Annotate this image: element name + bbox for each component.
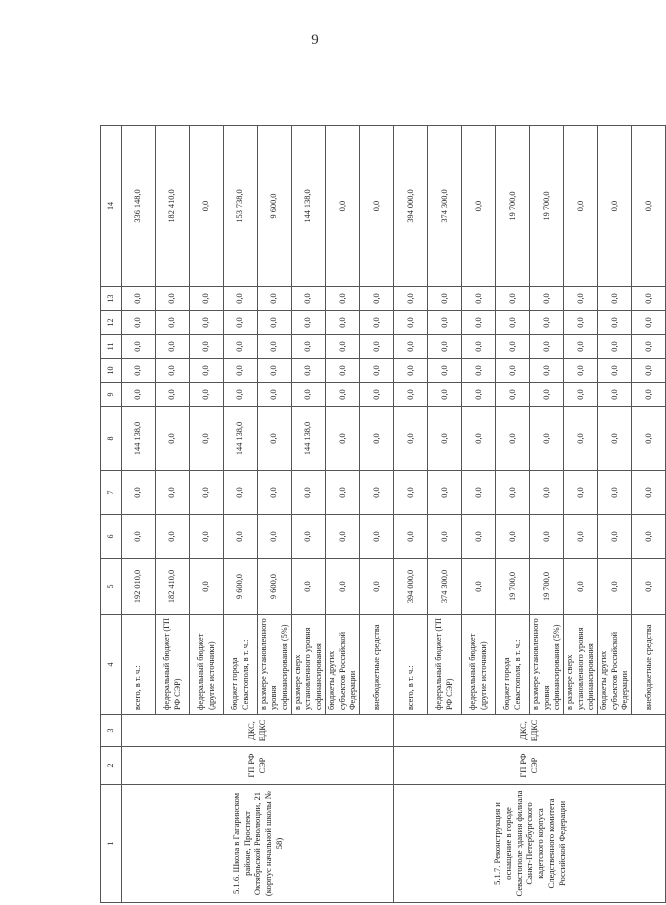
program-code: ГП РФ СЭР [122, 747, 394, 785]
amount-value: 0,0 [326, 515, 360, 559]
amount-value: 0,0 [122, 471, 156, 515]
funding-source: всего, в т. ч.: [394, 615, 428, 715]
rotated-table-wrapper [100, 126, 653, 903]
amount-value: 0,0 [564, 335, 598, 359]
funding-source: в размере установленного уровня софинансирования (5%) [530, 615, 564, 715]
amount-value: 0,0 [360, 515, 394, 559]
amount-value: 0,0 [224, 335, 258, 359]
amount-value: 0,0 [462, 359, 496, 383]
column-number: 14 [101, 126, 122, 287]
amount-value: 0,0 [360, 311, 394, 335]
amount-value: 0,0 [530, 383, 564, 407]
total-value: 394 000,0 [394, 126, 428, 287]
amount-value: 0,0 [564, 359, 598, 383]
amount-value: 0,0 [632, 471, 666, 515]
amount-value: 0,0 [326, 407, 360, 471]
object-name: 5.1.6. Школа в Гагаринском районе, Проспект Октябрьской Революции, 21 (корпус начальной школы № 58) [122, 785, 394, 903]
column-number: 8 [101, 407, 122, 471]
funding-source: федеральный бюджет (ГП РФ СЭР) [428, 615, 462, 715]
total-value: 0,0 [632, 126, 666, 287]
amount-value: 0,0 [632, 383, 666, 407]
amount-value: 0,0 [428, 287, 462, 311]
amount-value: 0,0 [156, 359, 190, 383]
column-number: 3 [101, 715, 122, 747]
amount-value: 0,0 [462, 515, 496, 559]
amount-value: 0,0 [156, 407, 190, 471]
amount-value: 182 410,0 [156, 559, 190, 615]
total-value: 0,0 [326, 126, 360, 287]
amount-value: 0,0 [428, 383, 462, 407]
amount-value: 0,0 [428, 335, 462, 359]
amount-value: 0,0 [122, 335, 156, 359]
amount-value: 0,0 [190, 559, 224, 615]
amount-value: 0,0 [462, 287, 496, 311]
amount-value: 0,0 [564, 515, 598, 559]
total-value: 19 700,0 [530, 126, 564, 287]
funding-source: бюджет города Севастополя, в т. ч.: [224, 615, 258, 715]
amount-value: 0,0 [598, 515, 632, 559]
amount-value: 0,0 [564, 287, 598, 311]
amount-value: 0,0 [598, 407, 632, 471]
column-number: 1 [101, 785, 122, 903]
total-value: 0,0 [598, 126, 632, 287]
table-row [122, 126, 156, 903]
amount-value: 0,0 [564, 471, 598, 515]
amount-value: 0,0 [292, 471, 326, 515]
column-number: 11 [101, 335, 122, 359]
amount-value: 0,0 [394, 335, 428, 359]
amount-value: 0,0 [258, 383, 292, 407]
column-number: 12 [101, 311, 122, 335]
funding-source: федеральный бюджет (другие источники) [462, 615, 496, 715]
funding-source: в размере сверх установленного уровня софинансирования [564, 615, 598, 715]
amount-value: 0,0 [224, 471, 258, 515]
amount-value: 0,0 [224, 383, 258, 407]
column-number: 10 [101, 359, 122, 383]
amount-value: 0,0 [326, 287, 360, 311]
amount-value: 0,0 [122, 383, 156, 407]
amount-value: 0,0 [122, 311, 156, 335]
amount-value: 0,0 [258, 359, 292, 383]
amount-value: 144 138,0 [224, 407, 258, 471]
amount-value: 0,0 [224, 287, 258, 311]
amount-value: 0,0 [360, 287, 394, 311]
amount-value: 0,0 [496, 515, 530, 559]
funding-source: федеральный бюджет (ГП РФ СЭР) [156, 615, 190, 715]
column-number: 6 [101, 515, 122, 559]
amount-value: 0,0 [326, 311, 360, 335]
amount-value: 0,0 [428, 311, 462, 335]
amount-value: 0,0 [530, 287, 564, 311]
amount-value: 0,0 [258, 287, 292, 311]
amount-value: 0,0 [632, 311, 666, 335]
program-code: ГП РФ СЭР [394, 747, 666, 785]
amount-value: 0,0 [394, 515, 428, 559]
amount-value: 0,0 [564, 311, 598, 335]
amount-value: 0,0 [326, 383, 360, 407]
amount-value: 144 138,0 [122, 407, 156, 471]
amount-value: 0,0 [598, 311, 632, 335]
amount-value: 0,0 [496, 407, 530, 471]
amount-value: 0,0 [496, 287, 530, 311]
amount-value: 0,0 [530, 407, 564, 471]
column-number: 9 [101, 383, 122, 407]
amount-value: 0,0 [258, 471, 292, 515]
amount-value: 0,0 [598, 335, 632, 359]
funding-source: внебюджетные средства [632, 615, 666, 715]
amount-value: 0,0 [394, 287, 428, 311]
amount-value: 0,0 [292, 559, 326, 615]
amount-value: 0,0 [564, 383, 598, 407]
amount-value: 0,0 [190, 383, 224, 407]
funding-source: внебюджетные средства [360, 615, 394, 715]
amount-value: 0,0 [292, 383, 326, 407]
column-number-row [101, 126, 122, 903]
amount-value: 0,0 [360, 383, 394, 407]
object-name: 5.1.7. Реконструкция и оснащение в городе Севастополе здания филиала Санкт-Петербургского кадетского корпуса Следственного комитета Российской Федерации [394, 785, 666, 903]
funding-source: бюджет города Севастополя, в т. ч.: [496, 615, 530, 715]
total-value: 0,0 [462, 126, 496, 287]
amount-value: 0,0 [156, 383, 190, 407]
amount-value: 0,0 [224, 359, 258, 383]
amount-value: 0,0 [326, 335, 360, 359]
amount-value: 0,0 [326, 559, 360, 615]
amount-value: 0,0 [530, 335, 564, 359]
amount-value: 0,0 [496, 471, 530, 515]
amount-value: 0,0 [190, 515, 224, 559]
amount-value: 0,0 [394, 311, 428, 335]
amount-value: 0,0 [598, 559, 632, 615]
total-value: 9 600,0 [258, 126, 292, 287]
amount-value: 0,0 [428, 407, 462, 471]
amount-value: 0,0 [598, 383, 632, 407]
amount-value: 9 600,0 [224, 559, 258, 615]
amount-value: 0,0 [190, 335, 224, 359]
amount-value: 0,0 [428, 359, 462, 383]
amount-value: 0,0 [292, 515, 326, 559]
amount-value: 0,0 [530, 471, 564, 515]
amount-value: 0,0 [190, 311, 224, 335]
amount-value: 0,0 [564, 407, 598, 471]
total-value: 182 410,0 [156, 126, 190, 287]
amount-value: 0,0 [632, 335, 666, 359]
amount-value: 19 700,0 [496, 559, 530, 615]
amount-value: 144 138,0 [292, 407, 326, 471]
amount-value: 0,0 [190, 359, 224, 383]
total-value: 19 700,0 [496, 126, 530, 287]
amount-value: 0,0 [224, 515, 258, 559]
total-value: 336 148,0 [122, 126, 156, 287]
funding-source: федеральный бюджет (другие источники) [190, 615, 224, 715]
amount-value: 0,0 [258, 515, 292, 559]
amount-value: 192 010,0 [122, 559, 156, 615]
amount-value: 0,0 [462, 559, 496, 615]
funding-source: в размере установленного уровня софинансирования (5%) [258, 615, 292, 715]
total-value: 0,0 [564, 126, 598, 287]
amount-value: 0,0 [530, 515, 564, 559]
funding-source: в размере сверх установленного уровня софинансирования [292, 615, 326, 715]
amount-value: 0,0 [496, 383, 530, 407]
amount-value: 0,0 [190, 471, 224, 515]
amount-value: 0,0 [156, 287, 190, 311]
amount-value: 0,0 [394, 359, 428, 383]
amount-value: 0,0 [156, 515, 190, 559]
amount-value: 0,0 [632, 559, 666, 615]
amount-value: 0,0 [496, 359, 530, 383]
amount-value: 0,0 [292, 359, 326, 383]
amount-value: 0,0 [394, 383, 428, 407]
amount-value: 0,0 [156, 335, 190, 359]
table-body [101, 126, 666, 903]
amount-value: 0,0 [122, 515, 156, 559]
amount-value: 0,0 [258, 335, 292, 359]
amount-value: 0,0 [530, 359, 564, 383]
amount-value: 0,0 [292, 335, 326, 359]
amount-value: 0,0 [190, 287, 224, 311]
funding-source: бюджеты других субъектов Российской Федерации [598, 615, 632, 715]
amount-value: 0,0 [530, 311, 564, 335]
column-number: 13 [101, 287, 122, 311]
amount-value: 9 600,0 [258, 559, 292, 615]
total-value: 153 738,0 [224, 126, 258, 287]
amount-value: 0,0 [122, 359, 156, 383]
amount-value: 0,0 [598, 287, 632, 311]
amount-value: 0,0 [632, 287, 666, 311]
amount-value: 0,0 [190, 407, 224, 471]
budget-table [100, 125, 666, 903]
column-number: 5 [101, 559, 122, 615]
amount-value: 0,0 [292, 311, 326, 335]
amount-value: 19 700,0 [530, 559, 564, 615]
total-value: 374 300,0 [428, 126, 462, 287]
amount-value: 374 300,0 [428, 559, 462, 615]
total-value: 144 138,0 [292, 126, 326, 287]
column-number: 4 [101, 615, 122, 715]
amount-value: 0,0 [258, 407, 292, 471]
amount-value: 0,0 [156, 311, 190, 335]
amount-value: 0,0 [326, 359, 360, 383]
total-value: 0,0 [360, 126, 394, 287]
amount-value: 0,0 [360, 407, 394, 471]
amount-value: 0,0 [360, 359, 394, 383]
amount-value: 0,0 [360, 471, 394, 515]
amount-value: 0,0 [462, 471, 496, 515]
page-number: 9 [311, 32, 319, 48]
amount-value: 0,0 [394, 407, 428, 471]
amount-value: 0,0 [496, 335, 530, 359]
amount-value: 0,0 [428, 471, 462, 515]
amount-value: 0,0 [496, 311, 530, 335]
amount-value: 0,0 [258, 311, 292, 335]
amount-value: 0,0 [428, 515, 462, 559]
amount-value: 0,0 [326, 471, 360, 515]
amount-value: 0,0 [564, 559, 598, 615]
amount-value: 0,0 [632, 407, 666, 471]
amount-value: 0,0 [394, 471, 428, 515]
amount-value: 0,0 [462, 311, 496, 335]
funding-source: бюджеты других субъектов Российской Федерации [326, 615, 360, 715]
amount-value: 394 000,0 [394, 559, 428, 615]
amount-value: 0,0 [598, 359, 632, 383]
amount-value: 0,0 [122, 287, 156, 311]
amount-value: 0,0 [156, 471, 190, 515]
total-value: 0,0 [190, 126, 224, 287]
amount-value: 0,0 [360, 559, 394, 615]
amount-value: 0,0 [224, 311, 258, 335]
table-row [394, 126, 428, 903]
column-number: 2 [101, 747, 122, 785]
amount-value: 0,0 [462, 383, 496, 407]
amount-value: 0,0 [462, 335, 496, 359]
amount-value: 0,0 [598, 471, 632, 515]
amount-value: 0,0 [632, 515, 666, 559]
executor: ДКС, ЕДКС [122, 715, 394, 747]
funding-source: всего, в т. ч.: [122, 615, 156, 715]
amount-value: 0,0 [632, 359, 666, 383]
executor: ДКС, ЕДКС [394, 715, 666, 747]
column-number: 7 [101, 471, 122, 515]
amount-value: 0,0 [292, 287, 326, 311]
amount-value: 0,0 [462, 407, 496, 471]
amount-value: 0,0 [360, 335, 394, 359]
